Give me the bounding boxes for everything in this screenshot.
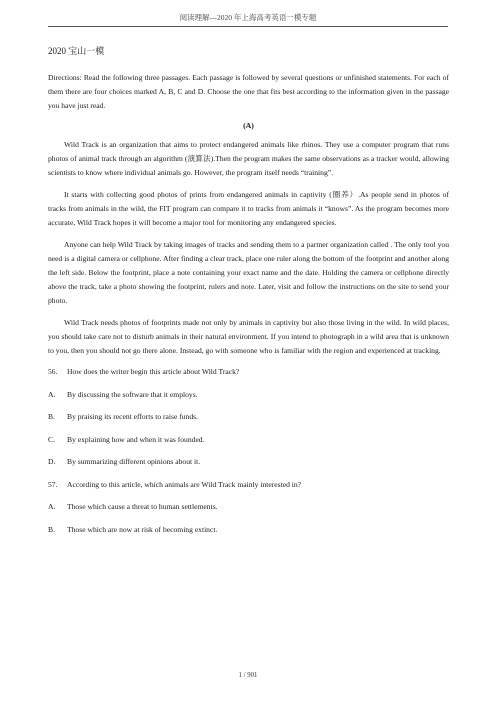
option-letter: B. bbox=[48, 524, 55, 534]
answer-option bbox=[48, 434, 449, 445]
running-header: 阅读理解---2020 年上海高考英语一模专题 bbox=[179, 13, 317, 22]
page-number: 1 / 901 bbox=[238, 672, 258, 679]
passage-paragraph: Anyone can help Wild Track by taking images of tracks and sending them to a partner organization called . The only tool you need is a digital camera or cellphone. After finding a clear track, place one ruler along the bottom of the footprint and another along the left side. Below the footprint, place a note containing your exact name and the date. Holding the camera or cellphone directly above the track, take a photo showing the footprint, rulers and note. Later, visit and follow the instructions on the site to send your photo. bbox=[48, 240, 449, 305]
option-text: By explaining how and when it was founded. bbox=[67, 434, 205, 444]
option-text: By discussing the software that it employs. bbox=[67, 389, 198, 399]
option-letter: A. bbox=[48, 502, 56, 511]
option-letter: A. bbox=[48, 389, 56, 399]
answer-option bbox=[48, 501, 449, 512]
answer-option bbox=[48, 411, 449, 422]
option-letter: C. bbox=[48, 434, 55, 444]
answer-option bbox=[48, 456, 449, 467]
option-text: By praising its recent efforts to raise funds. bbox=[67, 412, 199, 421]
passage-paragraph: Wild Track needs photos of footprints made not only by animals in captivity but also those living in the wild. In wild places, you should take care not to disturb animals in their natural environment. If you intend to photograph in a wild area that is unknown to you, then you should not go there alone. Instead, go with someone who is familiar with the region and experienced at tracking. bbox=[48, 318, 449, 355]
passage-paragraph: Wild Track is an organization that aims to protect endangered animals like rhinos. They use a computer program that runs photos of animal track through an algorithm (演算法).Then the program makes the same observations as a tracker would, allowing scientists to know where individual animals go. However, the program itself needs “training”. bbox=[48, 140, 449, 177]
option-letter: B. bbox=[48, 412, 55, 421]
passage-paragraph: It starts with collecting good photos of prints from endangered animals in captivity (圈养）.As people send in photos of tracks from animals in the wild, the FIT program can compare it to tracks from animals it “knows”. As the program becomes more accurate, Wild Track hopes it will become a major tool for monitoring any endangered species. bbox=[48, 190, 449, 227]
passage-label: (A) bbox=[243, 121, 254, 130]
question-number: 56. bbox=[48, 367, 58, 376]
option-text: By summarizing different opinions about it. bbox=[67, 457, 201, 466]
directions-text: Directions: Read the following three passages. Each passage is followed by several questions or unfinished statements. For each of them there are four choices marked A, B, C and D. Choose the one that fits best according to the information given in the passage you have just read. bbox=[48, 73, 449, 110]
option-text: Those which are now at risk of becoming extinct. bbox=[67, 524, 218, 534]
answer-option bbox=[48, 389, 449, 400]
question-number: 57. bbox=[48, 479, 58, 489]
document-body bbox=[48, 44, 449, 546]
question-line bbox=[48, 479, 449, 490]
header-rule bbox=[48, 26, 448, 27]
question-text: How does the writer begin this article about Wild Track? bbox=[67, 367, 240, 376]
answer-option bbox=[48, 524, 449, 535]
option-text: Those which cause a threat to human settlements. bbox=[67, 502, 218, 511]
question-line bbox=[48, 366, 449, 377]
section-title: 2020 宝山一模 bbox=[48, 46, 105, 56]
option-letter: D. bbox=[48, 457, 56, 466]
question-text: According to this article, which animals are Wild Track mainly interested in? bbox=[67, 479, 302, 489]
